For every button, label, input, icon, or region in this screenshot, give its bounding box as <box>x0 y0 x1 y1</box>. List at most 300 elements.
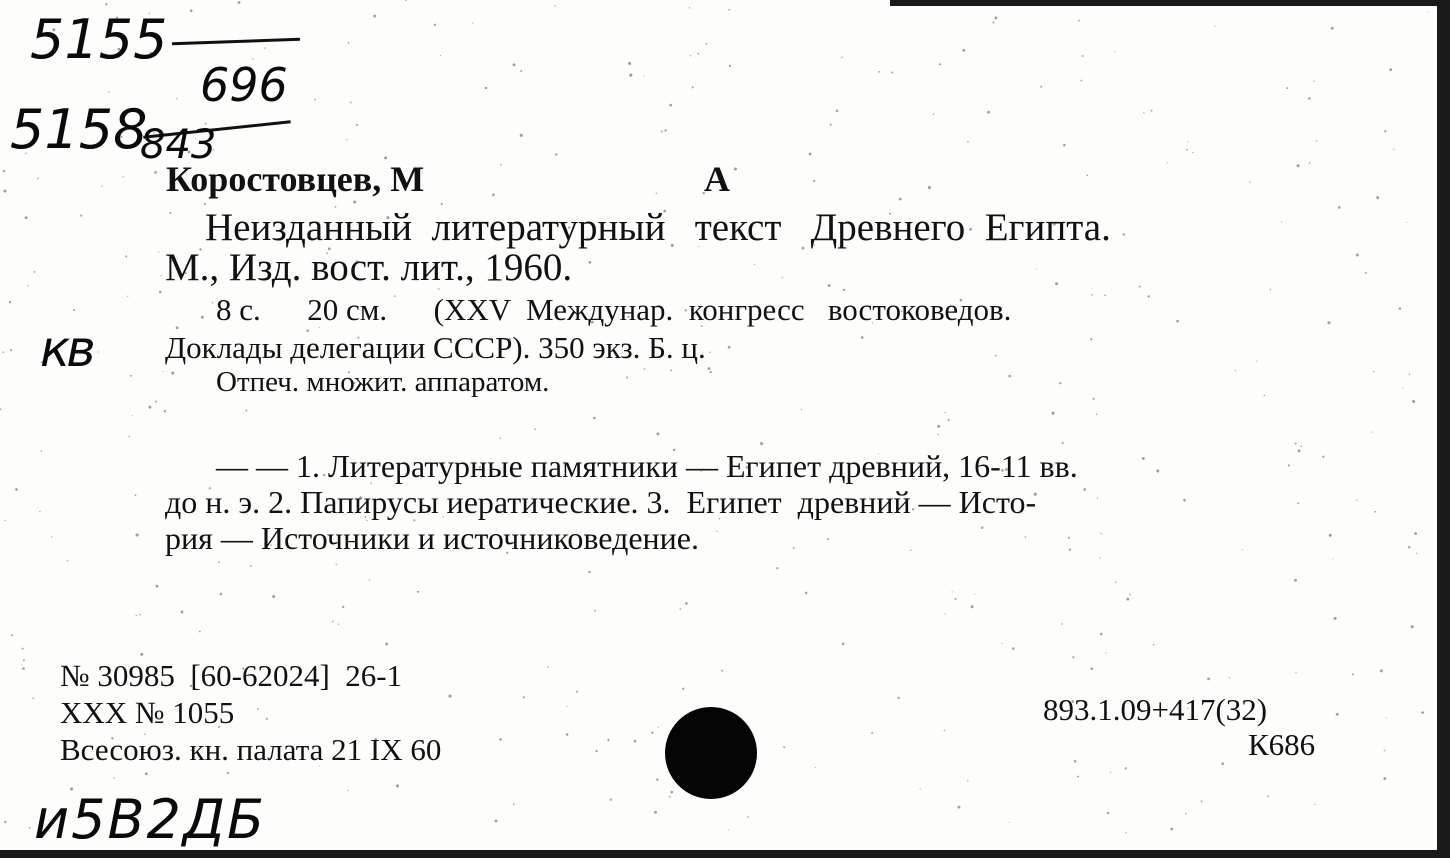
speckle-dot <box>5 520 6 521</box>
speckle-dot <box>945 412 946 413</box>
speckle-dot <box>776 567 778 569</box>
speckle-dot <box>314 99 316 101</box>
speckle-dot <box>967 141 968 142</box>
speckle-dot <box>878 71 880 73</box>
speckle-dot <box>689 7 690 8</box>
speckle-dot <box>971 605 974 608</box>
speckle-dot <box>1100 533 1101 534</box>
speckle-dot <box>1080 80 1082 82</box>
speckle-dot <box>1334 617 1337 620</box>
speckle-dot <box>1186 149 1188 151</box>
speckle-dot <box>813 180 815 182</box>
speckle-dot <box>500 164 502 166</box>
speckle-dot <box>555 153 557 155</box>
speckle-dot <box>920 788 921 789</box>
speckle-dot <box>1062 442 1064 444</box>
classification-number: 893.1.09+417(32) <box>1043 692 1268 727</box>
speckle-dot <box>1384 750 1386 752</box>
speckle-dot <box>41 450 43 452</box>
speckle-dot <box>472 23 473 24</box>
speckle-dot <box>1025 536 1027 538</box>
speckle-dot <box>661 130 663 132</box>
speckle-dot <box>680 608 682 610</box>
speckle-dot <box>417 591 419 593</box>
speckle-dot <box>910 549 911 550</box>
speckle-dot <box>801 409 802 410</box>
speckle-dot <box>987 111 990 114</box>
collation-line-1: 8 с. 20 см. (XXV Междунар. конгресс востоковедов. <box>216 292 1012 327</box>
speckle-dot <box>843 289 845 291</box>
speckle-dot <box>1327 321 1330 324</box>
speckle-dot <box>1069 548 1071 550</box>
speckle-dot <box>928 186 931 189</box>
speckle-dot <box>974 594 975 595</box>
speckle-dot <box>513 63 516 66</box>
speckle-dot <box>547 666 549 668</box>
speckle-dot <box>15 488 18 491</box>
handwritten-shelf-mark-1: 5155 <box>30 8 168 71</box>
speckle-dot <box>1288 464 1290 466</box>
speckle-dot <box>1331 27 1334 30</box>
speckle-dot <box>656 192 658 194</box>
speckle-dot <box>1185 813 1187 815</box>
speckle-dot <box>1365 272 1367 274</box>
speckle-dot <box>37 178 39 180</box>
speckle-dot <box>1104 295 1106 297</box>
speckle-dot <box>156 585 159 588</box>
speckle-dot <box>1294 579 1297 582</box>
speckle-dot <box>706 43 708 45</box>
speckle-dot <box>1068 537 1070 539</box>
speckle-dot <box>747 816 749 818</box>
speckle-dot <box>227 772 229 774</box>
speckle-dot <box>140 653 143 656</box>
speckle-dot <box>682 688 684 690</box>
speckle-dot <box>1170 828 1173 831</box>
speckle-dot <box>369 579 370 580</box>
speckle-dot <box>1125 767 1127 769</box>
collation-line-2: Доклады делегации СССР). 350 экз. Б. ц. <box>165 330 706 365</box>
speckle-dot <box>692 86 694 88</box>
speckle-dot <box>1126 598 1129 601</box>
speckle-dot <box>1059 382 1061 384</box>
speckle-dot <box>1315 804 1316 805</box>
speckle-dot <box>721 670 723 672</box>
speckle-dot <box>1221 762 1224 765</box>
speckle-dot <box>828 284 831 287</box>
speckle-dot <box>171 372 174 375</box>
speckle-dot <box>1110 772 1111 773</box>
speckle-dot <box>495 820 498 823</box>
speckle-dot <box>576 691 578 693</box>
speckle-dot <box>1297 502 1299 504</box>
speckle-dot <box>396 784 399 787</box>
speckle-dot <box>1077 776 1079 778</box>
speckle-dot <box>1384 130 1386 132</box>
speckle-dot <box>1356 500 1357 501</box>
speckle-dot <box>1107 812 1109 814</box>
speckle-dot <box>29 827 31 829</box>
note: Отпеч. множит. аппаратом. <box>216 366 550 398</box>
speckle-dot <box>338 623 339 624</box>
speckle-dot <box>154 171 157 174</box>
speckle-dot <box>891 72 893 74</box>
speckle-dot <box>272 595 275 598</box>
speckle-dot <box>1151 110 1153 112</box>
speckle-dot <box>690 55 691 56</box>
speckle-dot <box>485 87 488 90</box>
speckle-dot <box>350 102 352 104</box>
speckle-dot <box>1336 713 1339 716</box>
speckle-dot <box>1096 413 1098 415</box>
speckle-dot <box>176 326 179 329</box>
speckle-dot <box>1012 647 1015 650</box>
speckle-dot <box>783 746 785 748</box>
speckle-dot <box>1009 822 1010 823</box>
speckle-dot <box>448 695 451 698</box>
speckle-dot <box>160 275 161 276</box>
speckle-dot <box>1338 206 1341 209</box>
speckle-dot <box>995 355 997 357</box>
speckle-dot <box>21 664 22 665</box>
author-sign: К686 <box>1248 727 1316 762</box>
speckle-dot <box>1125 832 1126 833</box>
speckle-dot <box>1316 140 1317 141</box>
speckle-dot <box>34 271 36 273</box>
speckle-dot <box>656 432 659 435</box>
speckle-dot <box>782 277 783 278</box>
speckle-dot <box>145 772 148 775</box>
speckle-dot <box>266 718 268 720</box>
speckle-dot <box>1078 20 1080 22</box>
speckle-dot <box>27 285 28 286</box>
speckle-dot <box>836 110 839 113</box>
speckle-dot <box>1100 633 1103 636</box>
speckle-dot <box>1083 488 1086 491</box>
subject-headings-line-1: — — 1. Литературные памятники — Египет древний, 16-11 вв. <box>216 448 1078 484</box>
speckle-dot <box>595 750 597 752</box>
series-number-line: XXX № 1055 <box>60 695 235 730</box>
speckle-dot <box>1402 388 1403 389</box>
speckle-dot <box>1115 581 1116 582</box>
speckle-dot <box>594 610 596 612</box>
speckle-dot <box>607 739 609 741</box>
speckle-dot <box>944 730 946 732</box>
speckle-dot <box>1411 625 1414 628</box>
speckle-dot <box>1082 55 1084 57</box>
speckle-dot <box>1408 546 1410 548</box>
speckle-dot <box>25 216 28 219</box>
speckle-dot <box>176 98 177 99</box>
speckle-dot <box>499 738 502 741</box>
speckle-dot <box>1399 307 1402 310</box>
speckle-dot <box>1142 457 1145 460</box>
card-number-line: № 30985 [60-62024] 26-1 <box>60 658 403 693</box>
speckle-dot <box>1308 97 1311 100</box>
speckle-dot <box>685 602 688 605</box>
speckle-dot <box>1332 558 1333 559</box>
speckle-dot <box>169 212 171 214</box>
speckle-dot <box>644 368 646 370</box>
speckle-dot <box>1297 164 1300 167</box>
speckle-dot <box>534 428 536 430</box>
speckle-dot <box>3 170 5 172</box>
speckle-dot <box>9 301 11 303</box>
speckle-dot <box>23 659 25 661</box>
speckle-dot <box>1122 233 1124 235</box>
speckle-dot <box>709 352 711 354</box>
speckle-dot <box>181 610 184 613</box>
speckle-dot <box>1105 652 1106 653</box>
speckle-dot <box>1214 26 1215 27</box>
speckle-dot <box>127 296 128 297</box>
speckle-dot <box>108 91 109 92</box>
speckle-dot <box>39 511 40 512</box>
speckle-dot <box>651 732 653 734</box>
speckle-dot <box>993 21 995 23</box>
speckle-dot <box>1086 175 1088 177</box>
speckle-dot <box>629 74 632 77</box>
speckle-dot <box>1090 667 1093 670</box>
speckle-dot <box>754 264 755 265</box>
speckle-dot <box>1129 594 1131 596</box>
speckle-dot <box>947 419 949 421</box>
speckle-dot <box>669 104 672 107</box>
speckle-dot <box>0 408 1 410</box>
author-heading-initial: А <box>704 159 730 199</box>
speckle-dot <box>1090 338 1092 340</box>
speckle-dot <box>1002 643 1003 644</box>
speckle-dot <box>347 790 348 791</box>
speckle-dot <box>669 796 671 798</box>
speckle-dot <box>22 667 25 670</box>
speckle-dot <box>994 16 997 19</box>
speckle-dot <box>658 727 659 728</box>
speckle-dot <box>1286 87 1288 89</box>
speckle-dot <box>129 436 131 438</box>
speckle-dot <box>793 547 795 549</box>
speckle-dot <box>664 129 666 131</box>
speckle-dot <box>1063 144 1066 147</box>
speckle-dot <box>1167 162 1168 163</box>
speckle-dot <box>1389 68 1392 71</box>
speckle-dot <box>500 437 502 439</box>
speckle-dot <box>1270 289 1272 291</box>
speckle-dot <box>51 536 52 537</box>
speckle-dot <box>434 24 436 26</box>
speckle-dot <box>1380 669 1383 672</box>
speckle-dot <box>373 15 376 18</box>
speckle-dot <box>513 803 515 805</box>
speckle-dot <box>336 564 337 565</box>
speckle-dot <box>1143 112 1144 113</box>
speckle-dot <box>1295 672 1296 673</box>
handwritten-shelf-mark-2: 5158 <box>10 98 148 161</box>
speckle-dot <box>962 49 965 52</box>
speckle-dot <box>346 139 347 140</box>
speckle-dot <box>1242 549 1243 550</box>
speckle-dot <box>125 255 127 257</box>
speckle-dot <box>554 5 555 6</box>
scan-edge-bottom <box>0 850 1450 858</box>
speckle-dot <box>80 215 82 217</box>
speckle-dot <box>898 697 900 699</box>
speckle-dot <box>492 193 495 196</box>
speckle-dot <box>643 75 644 76</box>
speckle-dot <box>1207 678 1210 681</box>
speckle-dot <box>842 643 845 646</box>
speckle-dot <box>1356 254 1359 257</box>
speckle-dot <box>139 614 141 616</box>
speckle-dot <box>1183 499 1186 502</box>
speckle-dot <box>729 65 731 67</box>
speckle-dot <box>1416 553 1417 554</box>
speckle-dot <box>1153 644 1155 646</box>
speckle-dot <box>238 1 241 4</box>
speckle-dot <box>1298 449 1301 452</box>
speckle-dot <box>113 777 115 779</box>
speckle-dot <box>1201 800 1203 802</box>
speckle-dot <box>710 371 712 373</box>
speckle-dot <box>10 349 12 351</box>
speckle-dot <box>1295 443 1297 445</box>
handwritten-mark-kv: кв <box>40 320 92 378</box>
speckle-dot <box>1256 361 1257 362</box>
speckle-dot <box>1374 511 1376 513</box>
speckle-dot <box>101 186 102 187</box>
speckle-dot <box>1373 371 1374 372</box>
speckle-dot <box>815 767 816 768</box>
speckle-dot <box>250 565 252 567</box>
speckle-dot <box>728 346 731 349</box>
speckle-dot <box>1409 374 1411 376</box>
speckle-dot <box>1352 673 1354 675</box>
speckle-dot <box>589 261 592 264</box>
speckle-dot <box>520 134 523 137</box>
speckle-dot <box>130 375 132 377</box>
speckle-dot <box>1008 375 1011 378</box>
speckle-dot <box>933 113 935 115</box>
speckle-dot <box>4 821 6 823</box>
speckle-dot <box>356 124 358 126</box>
speckle-dot <box>955 598 957 600</box>
speckle-dot <box>3 189 6 192</box>
speckle-dot <box>245 410 247 412</box>
speckle-dot <box>1072 656 1074 658</box>
speckle-dot <box>628 62 631 65</box>
punch-hole <box>665 707 757 799</box>
speckle-dot <box>158 252 159 253</box>
speckle-dot <box>1091 294 1093 296</box>
speckle-dot <box>201 316 204 319</box>
speckle-dot <box>937 434 938 435</box>
title-statement: Неизданный литературный текст Древнего Египта. <box>205 206 1111 249</box>
speckle-dot <box>440 55 441 56</box>
speckle-dot <box>981 527 983 529</box>
speckle-dot <box>32 697 34 699</box>
speckle-dot <box>199 631 201 633</box>
speckle-dot <box>1313 80 1314 81</box>
speckle-dot <box>105 3 107 5</box>
speckle-dot <box>728 829 729 830</box>
speckle-dot <box>1187 141 1188 142</box>
speckle-dot <box>220 593 223 596</box>
handwritten-inventory-number: и5B2ДБ <box>34 788 267 851</box>
speckle-dot <box>1061 623 1062 624</box>
speckle-dot <box>1421 711 1424 714</box>
speckle-dot <box>1052 412 1055 415</box>
speckle-dot <box>1148 295 1150 297</box>
speckle-dot <box>1055 282 1058 285</box>
speckle-dot <box>1139 286 1141 288</box>
handwritten-shelf-mark-1-sub: 696 <box>200 58 288 112</box>
speckle-dot <box>348 42 350 44</box>
speckle-dot <box>861 336 864 339</box>
speckle-dot <box>132 415 133 416</box>
speckle-dot <box>760 442 763 445</box>
speckle-dot <box>634 740 637 743</box>
speckle-dot <box>163 371 164 372</box>
speckle-dot <box>218 561 220 563</box>
speckle-dot <box>11 634 13 636</box>
speckle-dot <box>264 47 265 48</box>
speckle-dot <box>136 615 137 616</box>
speckle-dot <box>708 367 711 370</box>
speckle-dot <box>1412 400 1415 403</box>
speckle-dot <box>97 351 98 352</box>
speckle-dot <box>670 369 672 371</box>
speckle-dot <box>967 780 968 781</box>
speckle-dot <box>148 406 151 409</box>
speckle-dot <box>952 591 953 592</box>
speckle-dot <box>257 708 259 710</box>
speckle-dot <box>1376 196 1379 199</box>
speckle-dot <box>1386 717 1387 718</box>
speckle-dot <box>1281 222 1282 223</box>
speckle-dot <box>212 302 214 304</box>
speckle-dot <box>1383 777 1386 780</box>
speckle-dot <box>1264 395 1266 397</box>
speckle-dot <box>385 643 388 646</box>
speckle-dot <box>697 53 699 55</box>
speckle-dot <box>1235 370 1236 371</box>
speckle-dot <box>523 696 525 698</box>
speckle-dot <box>626 377 628 379</box>
speckle-dot <box>841 57 843 59</box>
speckle-dot <box>1427 11 1428 12</box>
speckle-dot <box>1099 557 1100 558</box>
speckle-dot <box>588 571 590 573</box>
speckle-dot <box>716 531 717 532</box>
speckle-dot <box>945 613 946 614</box>
speckle-dot <box>135 494 137 496</box>
speckle-dot <box>1036 268 1037 269</box>
handwritten-shelf-mark-2-sub: 843 <box>140 122 217 168</box>
speckle-dot <box>1115 51 1116 52</box>
speckle-dot <box>1192 152 1193 153</box>
speckle-dot <box>1329 534 1332 537</box>
speckle-dot <box>1074 760 1077 763</box>
speckle-dot <box>1229 677 1230 678</box>
subject-headings-line-3: рия — Источники и источниковедение. <box>165 520 699 556</box>
speckle-dot <box>1309 162 1311 164</box>
speckle-dot <box>342 606 344 608</box>
speckle-dot <box>190 9 193 12</box>
speckle-dot <box>830 123 832 125</box>
speckle-dot <box>1156 469 1159 472</box>
speckle-dot <box>656 778 658 780</box>
speckle-dot <box>123 176 124 177</box>
